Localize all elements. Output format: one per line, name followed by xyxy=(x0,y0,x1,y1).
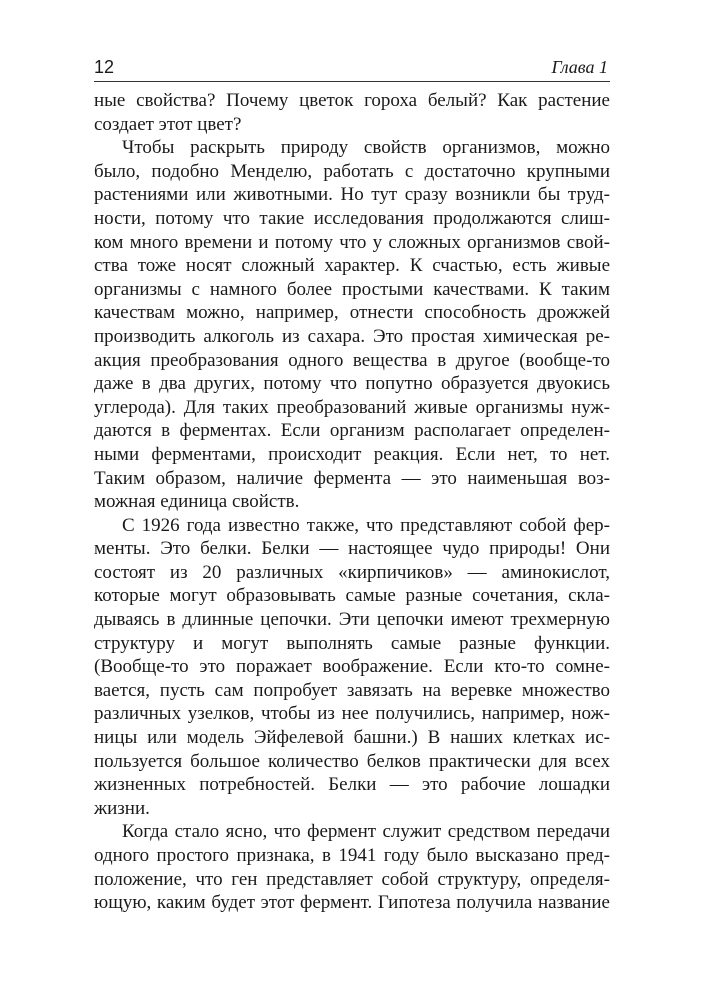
text-line: растениями или животными. Но тут сразу возникли бы труд- xyxy=(94,184,610,206)
header-rule xyxy=(94,81,610,82)
text-line: менты. Это белки. Белки — настоящее чудо природы! Они xyxy=(94,538,610,560)
text-line: акция преобразования одного вещества в другое (вообще-то xyxy=(94,349,610,371)
text-line: ком много времени и потому что у сложных организмов свой- xyxy=(94,231,610,253)
text-line: С 1926 года известно также, что представляют собой фер- xyxy=(122,514,610,536)
text-line: структуру и могут выполнять самые разные функции. xyxy=(94,632,610,654)
text-line: вается, пусть сам попробует завязать на веревке множество xyxy=(94,679,610,701)
text-line: Чтобы раскрыть природу свойств организмов, можно xyxy=(122,137,610,159)
text-line: (Вообще-то это поражает воображение. Если кто-то сомне- xyxy=(94,656,610,678)
text-line: ности, потому что такие исследования продолжаются слиш- xyxy=(94,207,610,229)
text-line: различных узелков, чтобы из нее получились, например, нож- xyxy=(94,703,610,725)
text-line: жизненных потребностей. Белки — это рабочие лошадки xyxy=(94,774,610,796)
text-line: организмы с намного более простыми качествами. К таким xyxy=(94,278,610,300)
text-line: было, подобно Менделю, работать с достаточно крупными xyxy=(94,160,610,182)
text-line: ные свойства? Почему цветок гороха белый? Как растение xyxy=(94,90,610,111)
text-line: которые могут образовывать самые разные сочетания, скла- xyxy=(94,585,610,607)
text-line: даже в два других, потому что попутно образуется двуокись xyxy=(94,373,610,395)
text-line: жизни. xyxy=(94,797,150,819)
text-line: ющую, каким будет этот фермент. Гипотеза получила название xyxy=(94,892,610,914)
text-line: одного простого признака, в 1941 году было высказано пред- xyxy=(94,845,610,866)
page-number: 12 xyxy=(94,57,115,77)
page-header xyxy=(94,56,608,80)
text-line: создает этот цвет? xyxy=(94,113,242,135)
text-line: ными ферментами, происходит реакция. Если нет, то нет. xyxy=(94,443,610,465)
text-line: даются в ферментах. Если организм располагает определен- xyxy=(94,420,610,442)
text-line: можная единица свойств. xyxy=(94,491,300,513)
text-line: дываясь в длинные цепочки. Эти цепочки имеют трехмерную xyxy=(94,609,610,631)
text-line: состоят из 20 различных «кирпичиков» — аминокислот, xyxy=(94,561,610,583)
text-line: качествам можно, например, отнести способность дрожжей xyxy=(94,302,610,324)
text-line: Когда стало ясно, что фермент служит средством передачи xyxy=(122,821,610,843)
text-line: положение, что ген представляет собой структуру, определя- xyxy=(94,868,610,890)
running-head: Глава 1 xyxy=(551,57,608,77)
text-line: пользуется большое количество белков практически для всех xyxy=(94,750,610,772)
text-line: ства тоже носят сложный характер. К счастью, есть живые xyxy=(94,255,610,277)
text-line: ницы или модель Эйфелевой башни.) В наших клетках ис- xyxy=(94,727,610,749)
text-line: углерода). Для таких преобразований живые организмы нуж- xyxy=(94,396,610,418)
body-text xyxy=(94,89,610,915)
text-line: производить алкоголь из сахара. Это простая химическая ре- xyxy=(94,325,610,347)
text-line: Таким образом, наличие фермента — это наименьшая воз- xyxy=(94,467,610,489)
